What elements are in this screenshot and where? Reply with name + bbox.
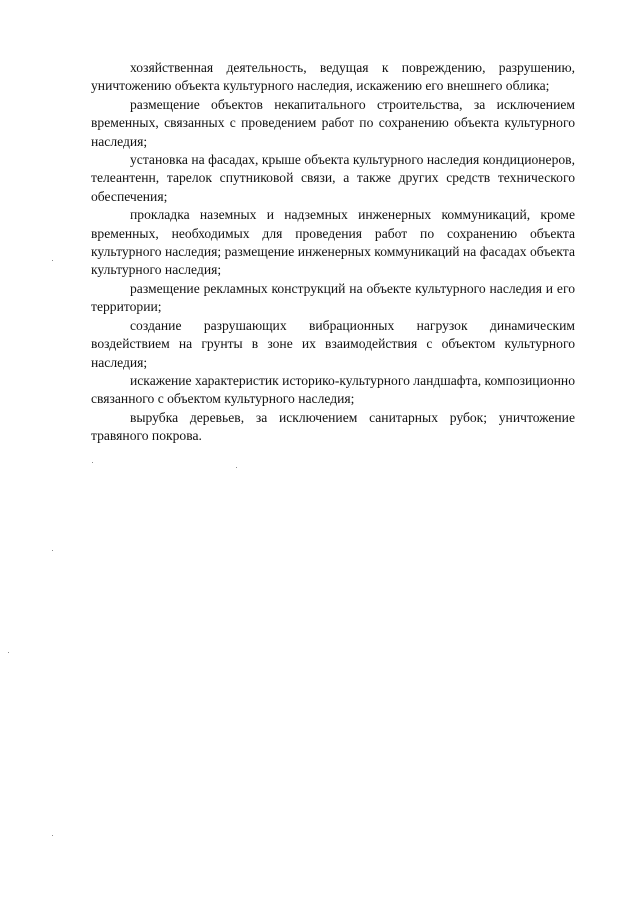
- document-body: [91, 59, 575, 446]
- paragraph-tree-felling: вырубка деревьев, за исключением санитарных рубок; уничтожение травяного покрова.: [91, 409, 575, 444]
- paragraph-temporary-structures: размещение объектов некапитального строительства, за исключением временных, связанных с проведением работ по сохранению объекта культурного наследия;: [91, 96, 575, 149]
- scan-speck: [236, 467, 237, 468]
- scan-speck: [52, 550, 53, 551]
- paragraph-engineering-communications: прокладка наземных и надземных инженерных коммуникаций, кроме временных, необходимых для проведения работ по сохранению объекта культурного наследия; размещение инженерных коммуникаций на фасадах объекта культурного наследия;: [91, 207, 575, 278]
- paragraph-advertising-structures: размещение рекламных конструкций на объекте культурного наследия и его территории;: [91, 280, 575, 315]
- scan-speck: [92, 462, 93, 463]
- paragraph-facade-equipment: установка на фасадах, крыше объекта культурного наследия кондиционеров, телеантенн, тарелок спутниковой связи, а также других средств технического обеспечения;: [91, 152, 575, 204]
- scan-speck: [52, 260, 53, 261]
- paragraph-economic-activity: хозяйственная деятельность, ведущая к повреждению, разрушению, уничтожению объекта культурного наследия, искажению его внешнего облика;: [91, 60, 575, 94]
- paragraph-vibration-loads: создание разрушающих вибрационных нагрузок динамическим воздействием на грунты в зоне их взаимодействия с объектом культурного наследия;: [91, 317, 575, 370]
- paragraph-landscape-distortion: искажение характеристик историко-культурного ландшафта, композиционно связанного с объектом культурного наследия;: [91, 372, 576, 407]
- scan-speck: [8, 652, 9, 653]
- scan-speck: [52, 835, 53, 836]
